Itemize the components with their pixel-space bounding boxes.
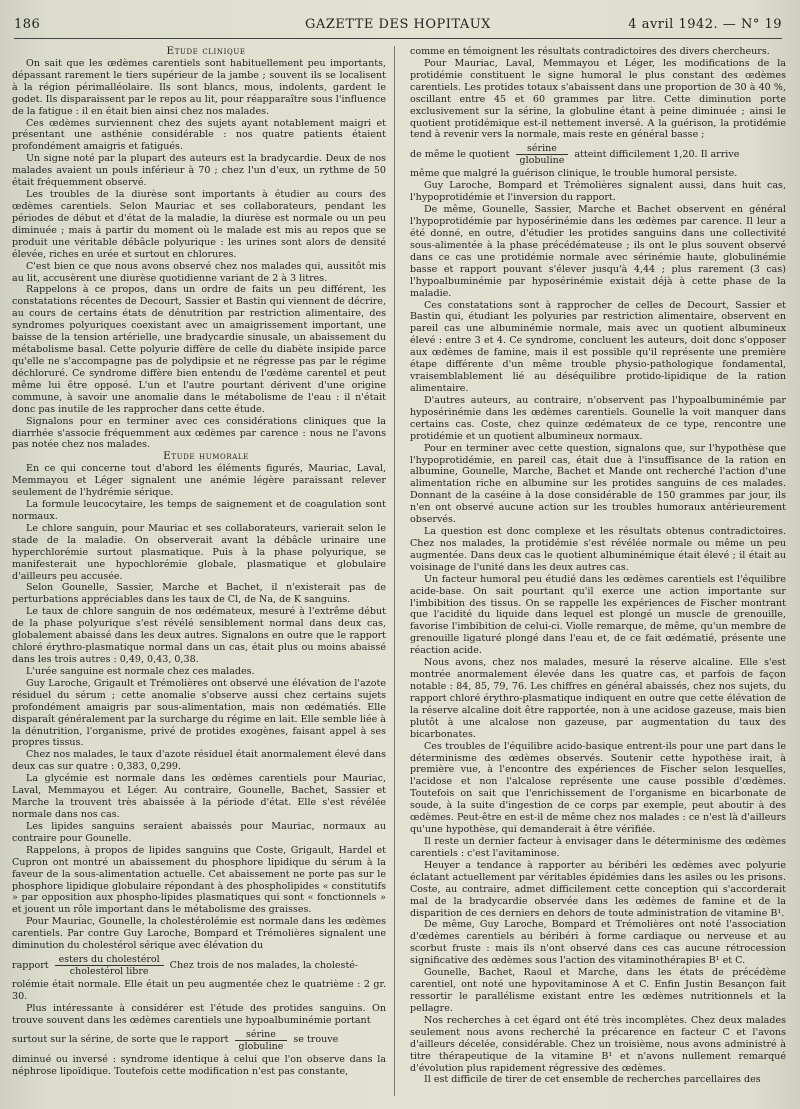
paragraph: D'autres auteurs, au contraire, n'observent pas l'hypoalbuminémie par hyposérinémie dans les œdèmes carentiels. Gounelle la voit manquer dans certains cas. Coste, chez quinze œdémateux de ce type, rencontre une protidémie et un quotient albumineux normaux.: [410, 394, 786, 442]
paragraph: Guy Laroche, Grigault et Trémolières ont observé une élévation de l'azote résiduel du sérum ; cette anomalie s'observe aussi chez certains sujets profondément amaigris par sous-alimentation, mais non œdématiés. Elle disparaît généralement par la surcharge du régime en lait. Elle semble liée à la dénutrition, l'organisme, privé de protides exogènes, faisant appel à ses propres tissus.: [12, 677, 386, 749]
fraction-line: [12, 954, 386, 977]
fraction: [516, 143, 569, 166]
journal-title: GAZETTE DES HOPITAUX: [305, 17, 491, 32]
paragraph: Les lipides sanguins seraient abaissés pour Mauriac, normaux au contraire pour Gounelle.: [12, 820, 386, 844]
paragraph: comme en témoignent les résultats contradictoires des divers chercheurs.: [410, 46, 770, 57]
paragraph: Ces constatations sont à rapprocher de celles de Decourt, Sassier et Bastin qui, étudiant les polyuries par restriction alimentaire, observent en pareil cas une albuminémie normale, mais avec un quotient albumineux élevé : entre 3 et 4. Ce syndrome, concluent les auteurs, doit donc s'opposer aux œdèmes de famine, mais il est possible qu'il représente une première étape différente d'un même trouble physio-pathologique fondamental, vraisemblablement lié au déséquilibre protido-lipidique de la ration alimentaire.: [410, 299, 786, 394]
fraction-numerator: sérine: [516, 143, 569, 155]
fraction-numerator: esters du cholestérol: [55, 954, 164, 966]
paragraph: On sait que les œdèmes carentiels sont habituellement peu importants, dépassant rarement le tiers supérieur de la jambe ; souvent ils se localisent à la région périmalléolaire. Ils sont blancs, mous, indolents, gardent le godet. Ils disparaissent par le repos au lit, pour réapparaître sous l'influence de la fatigue : il en était bien ainsi chez nos malades.: [12, 57, 386, 117]
paragraph: La glycémie est normale dans les œdèmes carentiels pour Mauriac, Laval, Memmayou et Léger. Au contraire, Gounelle, Bachet, Sassier et Marche la trouvent très abaissée à la période d'état. Elle s'est révélée normale dans nos cas.: [12, 773, 386, 820]
section-title-humorale: Etude humorale: [163, 450, 249, 463]
paragraph: Pour Mauriac, Gounelle, la cholestérolémie est normale dans les œdèmes carentiels. Par contre Guy Laroche, Bompard et Trémolières signalent une diminution du cholestérol sérique avec élévation du: [12, 916, 386, 952]
paragraph: De même, Guy Laroche, Bompard et Trémolières ont noté l'association d'œdèmes carentiels au béribéri à forme cardiaque ou nerveuse et au scorbut fruste : mais ils n'ont observé dans ces cas aucune rétrocession significative des œdèmes sous l'action des vitaminothérapies B¹ et C.: [410, 919, 786, 967]
fraction-suffix: se trouve: [293, 1034, 339, 1046]
fraction-numerator: sérine: [235, 1029, 288, 1041]
paragraph: Le taux de chlore sanguin de nos œdémateux, mesuré à l'extrême début de la phase polyurique s'est révélé sensiblement normal dans deux cas, globalement abaissé dans les deux autres. Signalons en outre que le rapport chloré érythro-plasmatique normal dans un cas, était plus ou moins abaissé dans les trois autres : 0,49, 0,43, 0,38.: [12, 606, 386, 666]
paragraph: Selon Gounelle, Sassier, Marche et Bachet, il n'existerait pas de perturbations appréciables dans les taux de Cl, de Na, de K sanguins.: [12, 582, 386, 606]
paragraph: L'urée sanguine est normale chez ces malades.: [26, 665, 255, 677]
paragraph: Rappelons à ce propos, dans un ordre de faits un peu différent, les constatations récentes de Decourt, Sassier et Bastin qui viennent de décrire, au cours de certains états de dénutrition par restriction alimentaire, des syndromes polyuriques coexistant avec un amaigrissement important, une baisse de la tension artérielle, une bradycardie sinusale, un abaissement du métabolisme basal. Cette polyurie diffère de celle du diabète insipide parce qu'elle ne s'accompagne pas de polydipsie et ne régresse pas par le régime déchloruré. Ce syndrome diffère bien entendu de l'œdème carentel et peut même lui être opposé. L'un et l'autre pourtant dérivent d'une origine commune, à savoir une anomalie dans le métabolisme de l'eau : il n'était donc pas inutile de les rapprocher dans cette étude.: [12, 284, 386, 415]
paragraph: Heuyer a tendance à rapporter au béribéri les œdèmes avec polyurie éclatant actuellement par véritables épidémies dans les asiles ou les prisons. Coste, au contraire, admet difficilement cette conception qui s'accorderait mal de la bradycardie observée dans les œdèmes de famine et de la disparition de ces derniers en dehors de toute administration de vitamine B¹.: [410, 859, 786, 919]
fraction: [235, 1029, 288, 1052]
paragraph: Ces œdèmes surviennent chez des sujets ayant notablement maigri et présentant une asthénie considérable : nos quatre patients étaient profondément amaigris et fatigués.: [12, 117, 386, 153]
paragraph: C'est bien ce que nous avons observé chez nos malades qui, aussitôt mis au lit, accusèrent une diurèse quotidienne variant de 2 à 3 litres.: [12, 260, 386, 284]
paragraph: De même, Gounelle, Sassier, Marche et Bachet observent en général l'hypoprotidémie par hyposérinémie dans les œdèmes par carence. Il leur a été donné, en outre, d'étudier les protides sanguins dans une collectivité sous-alimentée à la phase précédémateuse ; ils ont le plus souvent observé dans ce cas une protidémie normale avec sérinémie haute, globulinémie basse et rapport pouvant s'élever jusqu'à 4,44 ; plus rarement (3 cas) l'hypoalbuminémie par hyposérinémie existait déjà à cette phase de la maladie.: [410, 204, 786, 299]
paragraph: Nos recherches à cet égard ont été très incomplètes. Chez deux malades seulement nous avons recherché la précarence en facteur C et l'avons d'ailleurs décelée, considérable. Chez un troisième, nous avons administré à titre thérapeutique de la vitamine B¹ et n'avons nullement remarqué d'évolution plus rapidement régressive des œdèmes.: [410, 1014, 786, 1074]
paragraph: Pour en terminer avec cette question, signalons que, sur l'hypothèse que l'hypoprotidémie, en pareil cas, était due à l'insuffisance de la ration en albumine, Gounelle, Marche, Bachet et Mande ont recherché l'action d'une alimentation riche en albumine sur les protides sanguins de ces malades. Donnant de la caséine à la dose considérable de 150 grammes par jour, ils n'en ont observé aucune action sur les troubles humoraux antérieurement observés.: [410, 442, 786, 526]
paragraph: Un facteur humoral peu étudié dans les œdèmes carentiels est l'équilibre acide-base. On sait pourtant qu'il exerce une action importante sur l'imbibition des tissus. On se rappelle les expériences de Fischer montrant que l'acidité du liquide dans lequel est plongé un muscle de grenouille, favorise l'imbibition de celui-ci. Violle remarque, de même, qu'un membre de grenouille ligaturé plongé dans l'eau et, de ce fait œdématié, présente une réaction acide.: [410, 573, 786, 657]
right-column: [410, 46, 786, 1096]
paragraph: Plus intéressante à considérer est l'étude des protides sanguins. On trouve souvent dans les œdèmes carentiels une hypoalbuminémie portant: [12, 1002, 386, 1026]
paragraph: diminué ou inversé : syndrome identique à celui que l'on observe dans la néphrose lipoïdique. Toutefois cette modification n'est pas constante,: [12, 1053, 386, 1077]
paragraph: La formule leucocytaire, les temps de saignement et de coagulation sont normaux.: [12, 499, 386, 522]
paragraph: Nous avons, chez nos malades, mesuré la réserve alcaline. Elle s'est montrée anormalement élevée dans les quatre cas, et parfois de façon notable : 84, 85, 79, 76. Les chiffres en général abaissés, chez nos sujets, du rapport chloré érythro-plasmatique indiquent en outre que cette élévation de la réserve alcaline doit être rapportée, non à une acidose gazeuse, mais bien plutôt à une alcalose non gazeuse, par augmentation du taux des bicarbonates.: [410, 657, 786, 740]
paragraph: Guy Laroche, Bompard et Trémolières signalent aussi, dans huit cas, l'hypoprotidémie et l'inversion du rapport.: [410, 180, 786, 204]
issue-date: 4 avril 1942. — N° 19: [628, 17, 782, 32]
fraction-denominator: cholestérol libre: [69, 966, 149, 978]
paragraph: Chez nos malades, le taux d'azote résiduel était anormalement élevé dans deux cas sur quatre : 0,383, 0,299.: [12, 749, 386, 773]
column-divider: [394, 46, 395, 1096]
paragraph: rolémie était normale. Elle était un peu augmentée chez le quatrième : 2 gr. 30.: [12, 979, 386, 1002]
fraction-line: [410, 143, 786, 166]
fraction-prefix: de même le quotient: [410, 148, 510, 160]
paragraph: même que malgré la guérison clinique, le trouble humoral persiste.: [410, 168, 738, 180]
paragraph: En ce qui concerne tout d'abord les éléments figurés, Mauriac, Laval, Memmayou et Léger signalent une anémie légère paraissant relever seulement de l'hydrémie sérique.: [12, 463, 386, 499]
paragraph: Le chlore sanguin, pour Mauriac et ses collaborateurs, varierait selon le stade de la maladie. On observerait avant la débâcle urinaire une hyperchlorémie surtout plasmatique. Puis à la phase polyurique, se manifesterait une hypochlorémie globale, plasmatique et globulaire d'ailleurs peu accusée.: [12, 522, 386, 582]
section-title-clinique: Etude clinique: [166, 46, 246, 57]
fraction-denominator: globuline: [519, 155, 565, 167]
paragraph: Pour Mauriac, Laval, Memmayou et Léger, les modifications de la protidémie constituent le signe humoral le plus constant des œdèmes carentiels. Les protides totaux s'abaissent dans une proportion de 30 à 40 %, oscillant entre 45 et 60 grammes par litre. Cette diminution porte exclusivement sur la sérine, la globuline étant à peine diminuée ; ainsi le quotient protidémique est-il nettement inversé. A la guérison, la protidémie tend à revenir vers la normale, mais reste en général basse ;: [410, 57, 786, 141]
fraction-line: [12, 1029, 386, 1052]
paragraph: Ces troubles de l'équilibre acido-basique entrent-ils pour une part dans le déterminisme des œdèmes observés. Soutenir cette hypothèse irait, à première vue, à l'encontre des expériences de Fischer selon lesquelles, l'acidose et non l'alcalose représente une cause possible d'œdèmes. Toutefois on sait que l'enrichissement de l'organisme en bicarbonate de soude, à la suite d'ingestion de ce corps par exemple, peut aboutir à des œdèmes. Peut-être en est-il de même chez nos malades : ce n'est là d'ailleurs qu'une hypothèse, qui demanderait à être vérifiée.: [410, 740, 786, 836]
paragraph: Rappelons, à propos de lipides sanguins que Coste, Grigault, Hardel et Cupron ont montré un abaissement du phosphore lipidique du sérum à la faveur de la sous-alimentation actuelle. Cet abaissement ne porte pas sur le phosphore lipidique globulaire répondant à des phospholipides « constitutifs » par opposition aux phospho-lipides plasmatiques qui sont « fonctionnels » et jouent un rôle important dans le métabolisme des graisses.: [12, 844, 386, 916]
fraction-prefix: rapport: [12, 959, 49, 971]
paragraph: Signalons pour en terminer avec ces considérations cliniques que la diarrhée s'associe fréquemment aux œdèmes par carence : nous ne l'avons pas notée chez nos malades.: [12, 415, 386, 451]
paragraph: Il est difficile de tirer de cet ensemble de recherches parcellaires des: [424, 1074, 761, 1086]
paragraph: Il reste un dernier facteur à envisager dans le déterminisme des œdèmes carentiels : c'est l'avitaminose.: [410, 836, 786, 859]
left-column: [12, 46, 386, 1096]
fraction-prefix: surtout sur la sérine, de sorte que le rapport: [12, 1034, 229, 1046]
fraction: [55, 954, 164, 977]
page-number: 186: [14, 17, 41, 32]
paragraph: La question est donc complexe et les résultats obtenus contradictoires. Chez nos malades, la protidémie s'est révélée normale ou même un peu augmentée. Dans deux cas le quotient albuminémique était élevé ; il était au voisinage de l'unité dans les deux autres cas.: [410, 526, 786, 573]
paragraph: Un signe noté par la plupart des auteurs est la bradycardie. Deux de nos malades avaient un pouls inférieur à 70 ; chez l'un d'eux, un rythme de 50 était fréquemment observé.: [12, 153, 386, 189]
fraction-denominator: globuline: [238, 1040, 284, 1052]
fraction-suffix: Chez trois de nos malades, la cholesté-: [169, 959, 359, 971]
page-header: [14, 14, 782, 39]
paragraph: Gounelle, Bachet, Raoul et Marche, dans les états de précédème carentiel, ont noté une hypovitaminose A et C. Enfin Justin Besançon fait ressortir le parallélisme existant entre les œdèmes nutritionnels et la pellagre.: [410, 967, 786, 1014]
fraction-suffix: atteint difficilement 1,20. Il arrive: [574, 148, 740, 160]
paragraph: Les troubles de la diurèse sont importants à étudier au cours des œdèmes carentiels. Selon Mauriac et ses collaborateurs, pendant les périodes de début et d'état de la maladie, la diurèse est normale ou un peu diminuée ; mais à partir du moment où le malade est mis au repos que se produit une véritable débâcle polyurique : les urines sont alors de densité élevée, riches en urée et surtout en chlorures.: [12, 189, 386, 260]
